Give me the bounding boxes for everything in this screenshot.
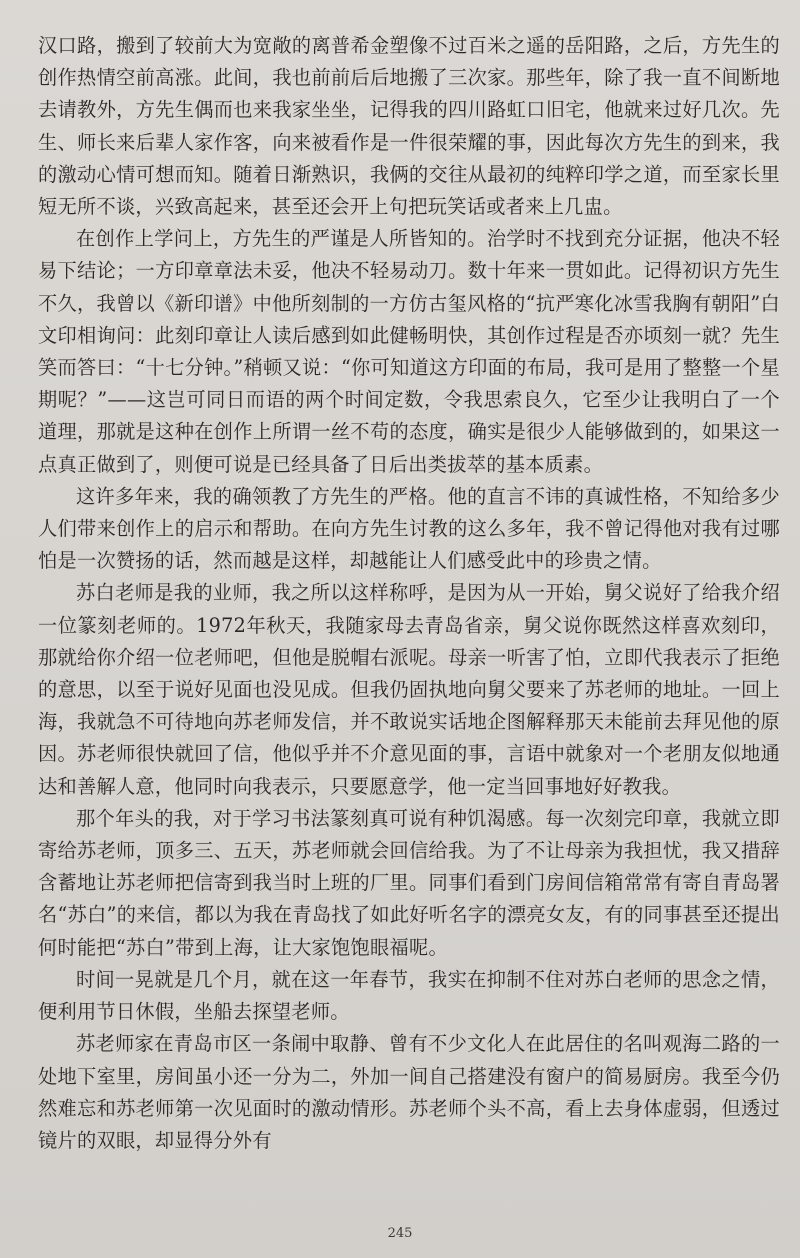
- paragraph-2: 在创作上学问上，方先生的严谨是人所皆知的。治学时不找到充分证据，他决不轻易下结论；一方印章章法未妥，他决不轻易动刀。数十年来一贯如此。记得初识方先生不久，我曾以《新印谱》中他所刻制的一方仿古玺风格的“抗严寒化冰雪我胸有朝阳”白文印相询问：此刻印章让人读后感到如此健畅明快，其创作过程是否亦顷刻一就？先生笑而答曰：“十七分钟。”稍顿又说：“你可知道这方印面的布局，我可是用了整整一个星期呢？”——这岂可同日而语的两个时间定数，令我思索良久，它至少让我明白了一个道理，那就是这种在创作上所谓一丝不苟的态度，确实是很少人能够做到的，如果这一点真正做到了，则便可说是已经具备了日后出类拔萃的基本质素。: [38, 227, 780, 476]
- paragraph-6: 时间一晃就是几个月，就在这一年春节，我实在抑制不住对苏白老师的思念之情，便利用节日休假，坐船去探望老师。: [38, 967, 780, 1024]
- body-text: [38, 30, 780, 1157]
- paragraph-3: 这许多年来，我的确领教了方先生的严格。他的直言不讳的真诚性格，不知给多少人们带来创作上的启示和帮助。在向方先生讨教的这么多年，我不曾记得他对我有过哪怕是一次赞扬的话，然而越是这样，却越能让人们感受此中的珍贵之情。: [38, 484, 780, 573]
- paragraph-4: 苏白老师是我的业师，我之所以这样称呼，是因为从一开始，舅父说好了给我介绍一位篆刻老师的。1972年秋天，我随家母去青岛省亲，舅父说你既然这样喜欢刻印，那就给你介绍一位老师吧，但他是脱帽右派呢。母亲一听害了怕，立即代我表示了拒绝的意思，以至于说好见面也没见成。但我仍固执地向舅父要来了苏老师的地址。一回上海，我就急不可待地向苏老师发信，并不敢说实话地企图解释那天未能前去拜见他的原因。苏老师很快就回了信，他似乎并不介意见面的事，言语中就象对一个老朋友似地通达和善解人意，他同时向我表示，只要愿意学，他一定当回事地好好教我。: [38, 581, 780, 798]
- paragraph-5: 那个年头的我，对于学习书法篆刻真可说有种饥渴感。每一次刻完印章，我就立即寄给苏老师，顶多三、五天，苏老师就会回信给我。为了不让母亲为我担忧，我又措辞含蓄地让苏老师把信寄到我当时上班的厂里。同事们看到门房间信箱常常有寄自青岛署名“苏白”的来信，都以为我在青岛找了如此好听名字的漂亮女友，有的同事甚至还提出何时能把“苏白”带到上海，让大家饱饱眼福呢。: [38, 806, 780, 959]
- page-number: 245: [387, 1226, 413, 1241]
- paragraph-1: 汉口路，搬到了较前大为宽敞的离普希金塑像不过百米之遥的岳阳路，之后，方先生的创作热情空前高涨。此间，我也前前后后地搬了三次家。那些年，除了我一直不间断地去请教外，方先生偶而也来我家坐坐，记得我的四川路虹口旧宅，他就来过好几次。先生、师长来后辈人家作客，向来被看作是一件很荣耀的事，因此每次方先生的到来，我的激动心情可想而知。随着日渐熟识，我俩的交往从最初的纯粹印学之道，而至家长里短无所不谈，兴致高起来，甚至还会开上句把玩笑话或者来上几盅。: [38, 34, 780, 219]
- paragraph-7: 苏老师家在青岛市区一条闹中取静、曾有不少文化人在此居住的名叫观海二路的一处地下室里，房间虽小还一分为二，外加一间自己搭建没有窗户的简易厨房。我至今仍然难忘和苏老师第一次见面时的激动情形。苏老师个头不高，看上去身体虚弱，但透过镜片的双眼，却显得分外有: [38, 1032, 780, 1152]
